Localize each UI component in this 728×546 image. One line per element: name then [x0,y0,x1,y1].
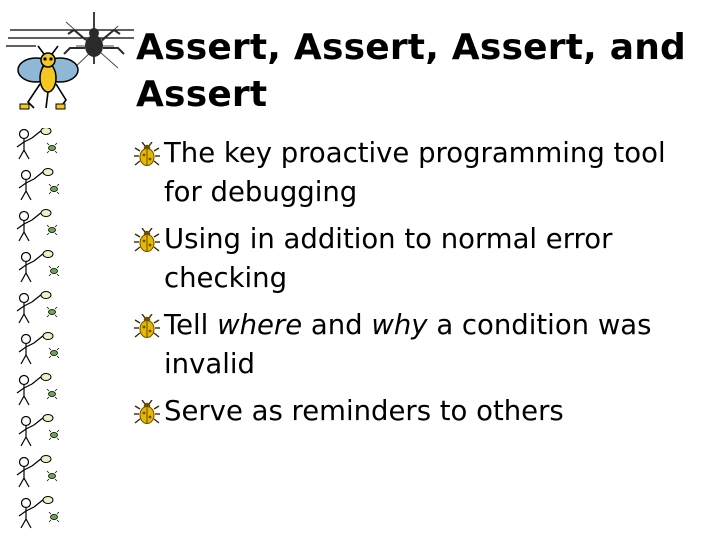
bullet-item [130,134,710,212]
bullet-list [130,134,710,439]
bullet-segment: Tell [164,309,218,341]
spider-bug-clipart-icon [6,8,136,120]
bullet-item [130,392,710,431]
bullet-item [130,306,710,384]
bullet-text [164,309,652,380]
bug-icon [134,228,160,254]
bug-icon [134,142,160,168]
bug-icon [134,314,160,340]
bullet-item [130,220,710,298]
bullet-text [164,223,612,294]
bullet-segment: Serve as reminders to others [164,395,564,427]
bullet-segment: Using in addition to normal error checking [164,223,613,294]
bullet-text [164,137,666,208]
bullet-segment: The key proactive programming tool for debugging [164,137,666,208]
bullet-text [164,395,564,427]
bullet-emphasis: why [371,309,428,341]
bullet-emphasis: where [217,309,303,341]
bullet-segment: a condition was invalid [164,309,652,380]
bug-catcher-margin-strip [14,128,76,540]
bullet-segment: and [302,309,372,341]
slide-title: Assert, Assert, Assert, and Assert [136,27,687,115]
bug-icon [134,400,160,426]
